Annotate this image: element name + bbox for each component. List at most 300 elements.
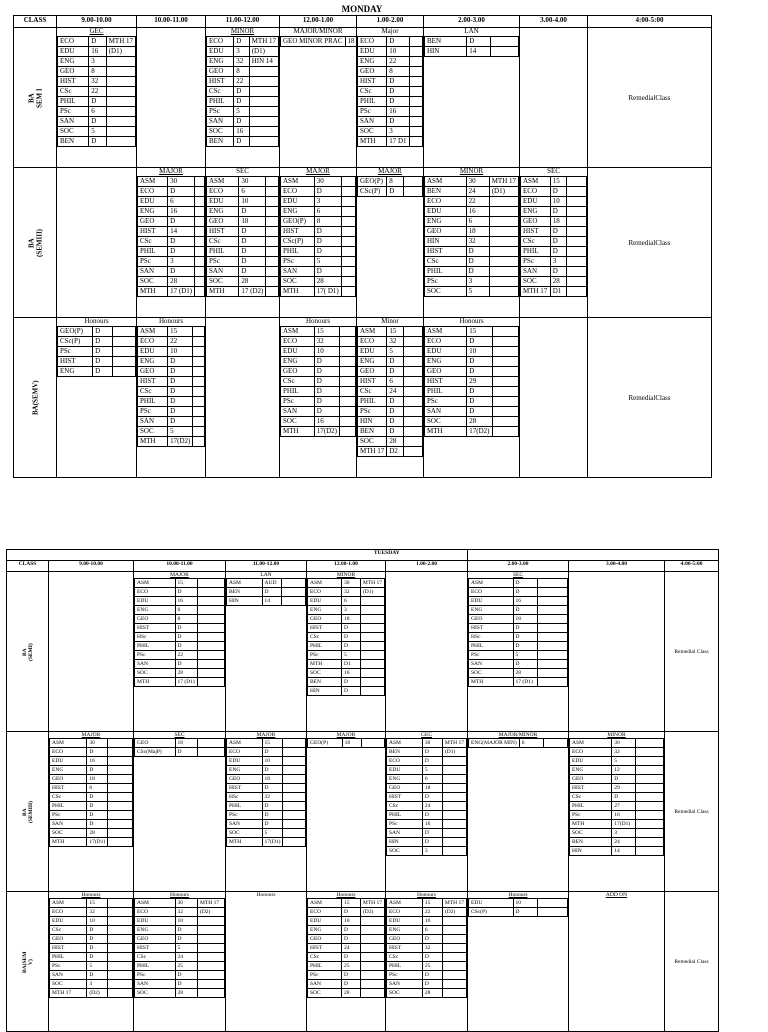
subject-entry bbox=[308, 597, 385, 606]
extra-note bbox=[538, 660, 568, 669]
extra-note bbox=[339, 346, 355, 356]
paper-type-label: MAJOR bbox=[81, 732, 101, 738]
extra-note bbox=[442, 766, 466, 775]
subject-room-list bbox=[357, 176, 423, 197]
subject-entry bbox=[58, 66, 136, 76]
subject-code: GEO MINOR PRAC bbox=[281, 36, 346, 46]
extra-note bbox=[403, 346, 422, 356]
room-number: D bbox=[93, 336, 113, 346]
subject-code: ENG bbox=[387, 775, 423, 784]
room-number: D bbox=[466, 246, 489, 256]
room-number: D bbox=[341, 624, 360, 633]
extra-note bbox=[489, 236, 518, 246]
room-number: D bbox=[262, 820, 283, 829]
paper-type-label: MINOR bbox=[336, 572, 356, 578]
subject-entry bbox=[358, 346, 423, 356]
subject-entry bbox=[469, 624, 568, 633]
subject-code: ASM bbox=[281, 176, 315, 186]
subject-code: ECO bbox=[138, 186, 168, 196]
extra-note bbox=[403, 396, 422, 406]
monday-header-row bbox=[14, 16, 712, 28]
room-number: D bbox=[168, 386, 193, 396]
paper-type-label: SEC bbox=[547, 167, 560, 175]
room-number: D bbox=[168, 376, 193, 386]
subject-code: PHIL bbox=[135, 962, 176, 971]
subject-entry bbox=[135, 971, 225, 980]
room-number: (D2) bbox=[87, 989, 108, 998]
room-number: D bbox=[175, 624, 198, 633]
extra-note bbox=[112, 356, 135, 366]
extra-note bbox=[108, 926, 133, 935]
remedial-class-cell: RemedialClass bbox=[588, 318, 712, 478]
subject-entry bbox=[387, 899, 467, 908]
subject-code: SAN bbox=[281, 266, 315, 276]
extra-note bbox=[193, 336, 205, 346]
room-number: D bbox=[175, 935, 198, 944]
subject-code: ECO bbox=[425, 196, 467, 206]
subject-entry bbox=[308, 687, 385, 696]
extra-note bbox=[339, 406, 355, 416]
subject-room-list bbox=[520, 176, 587, 297]
room-number: D bbox=[466, 256, 489, 266]
subject-code: MTH 17 bbox=[521, 286, 551, 296]
extra-note bbox=[360, 917, 384, 926]
subject-entry bbox=[227, 802, 306, 811]
subject-entry bbox=[50, 775, 133, 784]
class-label: BA(SEMV) bbox=[14, 318, 57, 478]
subject-code: HIST bbox=[469, 624, 514, 633]
room-number: 27 bbox=[612, 802, 636, 811]
subject-room-list bbox=[357, 36, 423, 147]
extra-note bbox=[339, 386, 355, 396]
extra-note bbox=[403, 386, 422, 396]
extra-note bbox=[249, 106, 278, 116]
extra-note: HIN 14 bbox=[249, 56, 278, 66]
subject-code: HIST bbox=[358, 76, 387, 86]
subject-entry bbox=[425, 196, 519, 206]
subject-code: ENG bbox=[308, 926, 342, 935]
room-number: D bbox=[467, 396, 492, 406]
paper-type-label: MINOR bbox=[459, 167, 484, 175]
subject-entry bbox=[50, 838, 133, 847]
period-cell bbox=[520, 168, 588, 318]
subject-room-list bbox=[424, 176, 519, 297]
subject-code: ECO bbox=[425, 336, 467, 346]
extra-note bbox=[198, 633, 225, 642]
extra-note bbox=[339, 366, 355, 376]
extra-note bbox=[567, 276, 587, 286]
subject-entry bbox=[425, 36, 519, 46]
subject-code: ENG bbox=[358, 56, 387, 66]
subject-entry bbox=[135, 579, 225, 588]
room-number: 5 bbox=[262, 829, 283, 838]
room-number: D bbox=[612, 775, 636, 784]
extra-note bbox=[360, 624, 384, 633]
subject-code: GEO bbox=[207, 216, 239, 226]
subject-entry bbox=[425, 256, 519, 266]
room-number: D bbox=[87, 944, 108, 953]
extra-note bbox=[489, 206, 518, 216]
subject-code: ASM bbox=[570, 739, 612, 748]
room-number: 15 bbox=[175, 579, 198, 588]
extra-note bbox=[283, 748, 306, 757]
subject-code: BEN bbox=[308, 678, 342, 687]
extra-note bbox=[360, 669, 384, 678]
subject-code: EDU bbox=[207, 196, 239, 206]
subject-room-list bbox=[49, 898, 133, 998]
subject-entry bbox=[135, 908, 225, 917]
subject-code: EDU bbox=[281, 196, 315, 206]
room-number: 17(D1) bbox=[262, 838, 283, 847]
extra-note bbox=[108, 802, 133, 811]
extra-note bbox=[409, 136, 422, 146]
extra-note bbox=[198, 642, 225, 651]
subject-entry bbox=[387, 908, 467, 917]
room-number: D bbox=[550, 226, 567, 236]
subject-entry bbox=[135, 651, 225, 660]
subject-code: ASM bbox=[469, 579, 514, 588]
time-slot-header: 9.00-10.00 bbox=[49, 561, 134, 572]
room-number: 17 (D2) bbox=[239, 286, 266, 296]
room-number: D bbox=[168, 186, 195, 196]
subject-entry bbox=[387, 829, 467, 838]
subject-code: BEN bbox=[207, 136, 234, 146]
room-number: 28 bbox=[467, 416, 492, 426]
subject-room-list bbox=[49, 738, 133, 847]
room-number: D bbox=[387, 76, 409, 86]
room-number: 32 bbox=[612, 748, 636, 757]
extra-note bbox=[198, 739, 225, 748]
extra-note bbox=[283, 775, 306, 784]
subject-code: PSc bbox=[570, 811, 612, 820]
subject-code: HIST bbox=[521, 226, 551, 236]
subject-room-list bbox=[307, 898, 385, 998]
period-cell bbox=[280, 168, 357, 318]
class-column-header: CLASS bbox=[7, 561, 49, 572]
extra-note bbox=[198, 606, 225, 615]
room-number: D bbox=[168, 356, 193, 366]
extra-note bbox=[339, 426, 355, 436]
subject-code: CSc bbox=[50, 926, 87, 935]
subject-entry bbox=[135, 748, 225, 757]
subject-code: PHIL bbox=[358, 96, 387, 106]
subject-code: HIST bbox=[387, 793, 423, 802]
room-number: 18 bbox=[342, 739, 361, 748]
room-number: 5 bbox=[422, 766, 442, 775]
subject-entry bbox=[358, 356, 423, 366]
subject-code: ECO bbox=[227, 748, 263, 757]
room-number: D bbox=[513, 908, 538, 917]
subject-code: MTH bbox=[425, 426, 467, 436]
extra-note bbox=[106, 66, 135, 76]
subject-code: PSc bbox=[281, 396, 315, 406]
time-slot-header: 2.00-3.00 bbox=[468, 561, 569, 572]
subject-entry bbox=[308, 606, 385, 615]
subject-entry bbox=[50, 802, 133, 811]
room-number: D bbox=[168, 396, 193, 406]
extra-note bbox=[409, 66, 422, 76]
subject-code: ENG bbox=[138, 356, 168, 366]
extra-note bbox=[538, 579, 568, 588]
subject-entry bbox=[425, 396, 519, 406]
subject-code: ASM bbox=[281, 326, 315, 336]
subject-code: CSc bbox=[138, 386, 168, 396]
room-number: 16 bbox=[89, 46, 107, 56]
room-number: 22 bbox=[168, 336, 193, 346]
period-cell bbox=[137, 28, 206, 168]
subject-entry bbox=[138, 186, 205, 196]
room-number: D bbox=[87, 935, 108, 944]
subject-entry bbox=[138, 276, 205, 286]
extra-note bbox=[108, 766, 133, 775]
subject-entry bbox=[358, 396, 423, 406]
subject-code: PHIL bbox=[281, 246, 315, 256]
subject-entry bbox=[281, 396, 356, 406]
room-number: D bbox=[234, 36, 249, 46]
extra-note bbox=[108, 917, 133, 926]
extra-note bbox=[361, 739, 384, 748]
room-number: 12 bbox=[612, 766, 636, 775]
subject-code: ASM bbox=[50, 899, 87, 908]
subject-entry bbox=[135, 633, 225, 642]
subject-code: EDU bbox=[387, 917, 423, 926]
extra-note bbox=[492, 346, 518, 356]
room-number: D bbox=[262, 784, 283, 793]
class-label: BA (SEMIII) bbox=[14, 168, 57, 318]
room-number: D bbox=[387, 186, 403, 196]
subject-entry bbox=[387, 757, 467, 766]
subject-code: GEO bbox=[138, 216, 168, 226]
room-number: D bbox=[89, 136, 107, 146]
subject-code: ASM bbox=[207, 176, 239, 186]
subject-entry bbox=[308, 624, 385, 633]
room-number: 3 bbox=[612, 829, 636, 838]
room-number: 10 bbox=[262, 757, 283, 766]
room-number: 28 bbox=[175, 669, 198, 678]
room-number: D bbox=[513, 633, 538, 642]
extra-note bbox=[112, 346, 135, 356]
class-row bbox=[7, 732, 719, 892]
subject-code: ASM bbox=[521, 176, 551, 186]
subject-code: PSc bbox=[135, 971, 176, 980]
extra-note bbox=[283, 820, 306, 829]
extra-note: (D2) bbox=[198, 908, 225, 917]
room-number: D bbox=[168, 416, 193, 426]
room-number: D bbox=[467, 366, 492, 376]
room-number: D bbox=[422, 838, 442, 847]
paper-type-label: Honours bbox=[417, 892, 436, 898]
extra-note: MTH 17 bbox=[360, 899, 384, 908]
extra-note bbox=[409, 56, 422, 66]
room-number: D bbox=[239, 266, 266, 276]
subject-code: PSc bbox=[358, 406, 387, 416]
extra-note bbox=[409, 116, 422, 126]
subject-entry bbox=[425, 186, 519, 196]
subject-code: ASM bbox=[227, 579, 263, 588]
subject-entry bbox=[138, 246, 205, 256]
subject-code: EDU bbox=[358, 346, 387, 356]
extra-note bbox=[108, 811, 133, 820]
subject-entry bbox=[58, 346, 136, 356]
extra-note bbox=[360, 678, 384, 687]
extra-note bbox=[403, 336, 422, 346]
paper-type-label: MINOR bbox=[230, 27, 255, 35]
room-number: D bbox=[467, 406, 492, 416]
extra-note bbox=[198, 944, 225, 953]
time-slot-header: 12.00-1.00 bbox=[307, 561, 386, 572]
room-number: D bbox=[341, 642, 360, 651]
room-number: 16 bbox=[168, 206, 195, 216]
paper-type-label: MINOR bbox=[607, 732, 626, 738]
extra-note bbox=[266, 236, 279, 246]
subject-code: PSc bbox=[227, 811, 263, 820]
room-number: 18 bbox=[87, 775, 108, 784]
room-number: D bbox=[175, 980, 198, 989]
subject-code: GEO bbox=[135, 615, 176, 624]
extra-note bbox=[193, 406, 205, 416]
extra-note bbox=[490, 46, 518, 56]
room-number: D bbox=[550, 246, 567, 256]
extra-note bbox=[108, 899, 133, 908]
extra-note: (D2) bbox=[442, 908, 466, 917]
subject-code: PHIL bbox=[387, 811, 423, 820]
subject-code: SOC bbox=[227, 829, 263, 838]
subject-entry bbox=[207, 36, 279, 46]
extra-note bbox=[403, 416, 422, 426]
extra-note: (D1) bbox=[360, 588, 384, 597]
room-number: 28 bbox=[550, 276, 567, 286]
room-number: 30 bbox=[87, 739, 108, 748]
extra-note bbox=[360, 962, 384, 971]
subject-code: GEO bbox=[570, 775, 612, 784]
subject-entry bbox=[58, 366, 136, 376]
subject-entry bbox=[138, 366, 205, 376]
subject-code: GEO(P) bbox=[58, 326, 93, 336]
extra-note bbox=[283, 784, 306, 793]
period-cell bbox=[386, 892, 468, 1032]
subject-code: ECO bbox=[135, 588, 176, 597]
subject-entry bbox=[469, 642, 568, 651]
room-number: 10 bbox=[467, 346, 492, 356]
room-number: 16 bbox=[387, 106, 409, 116]
room-number: D bbox=[89, 96, 107, 106]
room-number: D bbox=[87, 820, 108, 829]
subject-code: HIN bbox=[425, 236, 467, 246]
paper-type-label: MAJOR bbox=[256, 732, 276, 738]
room-number: 32 bbox=[387, 336, 403, 346]
subject-code: PHIL bbox=[50, 953, 87, 962]
subject-entry bbox=[425, 426, 519, 436]
subject-code: HIST bbox=[308, 624, 342, 633]
subject-entry bbox=[358, 336, 423, 346]
room-number: D bbox=[387, 86, 409, 96]
extra-note bbox=[538, 597, 568, 606]
subject-room-list bbox=[424, 36, 519, 57]
extra-note bbox=[193, 396, 205, 406]
subject-code: EDU bbox=[135, 917, 176, 926]
room-number: 5 bbox=[168, 426, 193, 436]
paper-type-label: LAN bbox=[464, 27, 479, 35]
extra-note bbox=[442, 793, 466, 802]
extra-note bbox=[266, 286, 279, 296]
subject-entry bbox=[570, 784, 664, 793]
subject-code: HIST bbox=[425, 246, 467, 256]
room-number: D bbox=[422, 953, 442, 962]
subject-code: ENG bbox=[281, 206, 315, 216]
subject-entry bbox=[138, 376, 205, 386]
subject-code: ECO bbox=[570, 748, 612, 757]
room-number: 18 bbox=[262, 775, 283, 784]
room-number: 18 bbox=[345, 36, 356, 46]
subject-code: GEO bbox=[308, 935, 342, 944]
subject-entry bbox=[570, 766, 664, 775]
room-number: D bbox=[387, 116, 409, 126]
extra-note bbox=[108, 829, 133, 838]
subject-entry bbox=[358, 46, 423, 56]
subject-code: PSc bbox=[469, 651, 514, 660]
subject-entry bbox=[207, 286, 279, 296]
room-number: D bbox=[550, 266, 567, 276]
extra-note bbox=[339, 376, 355, 386]
paper-type-label: Honours bbox=[508, 892, 528, 898]
subject-entry bbox=[358, 116, 423, 126]
subject-code: ENG bbox=[207, 56, 234, 66]
extra-note bbox=[567, 256, 587, 266]
room-number: 24 bbox=[466, 186, 489, 196]
extra-note bbox=[195, 176, 205, 186]
extra-note bbox=[108, 793, 133, 802]
subject-room-list bbox=[307, 738, 385, 748]
room-number: D bbox=[168, 366, 193, 376]
extra-note bbox=[195, 276, 205, 286]
subject-code: SAN bbox=[207, 266, 239, 276]
subject-entry bbox=[50, 971, 133, 980]
subject-entry bbox=[521, 186, 587, 196]
subject-entry bbox=[58, 96, 136, 106]
extra-note bbox=[266, 206, 279, 216]
extra-note bbox=[112, 336, 135, 346]
room-number: D bbox=[175, 642, 198, 651]
room-number: 28 bbox=[314, 276, 341, 286]
extra-note bbox=[266, 176, 279, 186]
monday-title: MONDAY bbox=[341, 4, 383, 14]
subject-code: ECO bbox=[358, 36, 387, 46]
room-number: 28 bbox=[87, 829, 108, 838]
room-number: 28 bbox=[175, 989, 198, 998]
subject-entry bbox=[387, 989, 467, 998]
subject-code: CSc bbox=[387, 802, 423, 811]
room-number: 17(D1) bbox=[612, 820, 636, 829]
time-slot-header: 10.00-11.00 bbox=[137, 16, 206, 28]
extra-note bbox=[442, 980, 466, 989]
room-number: 3 bbox=[234, 46, 249, 56]
subject-entry bbox=[227, 597, 306, 606]
subject-code: PSc bbox=[387, 820, 423, 829]
room-number: 22 bbox=[422, 908, 442, 917]
subject-entry bbox=[138, 286, 205, 296]
subject-code: PHIL bbox=[469, 642, 514, 651]
extra-note: (D1) bbox=[442, 748, 466, 757]
extra-note bbox=[195, 236, 205, 246]
subject-code: PSc bbox=[58, 106, 89, 116]
subject-entry bbox=[58, 36, 136, 46]
subject-code: PSc bbox=[308, 651, 342, 660]
extra-note bbox=[195, 196, 205, 206]
subject-entry bbox=[387, 793, 467, 802]
subject-entry bbox=[521, 286, 587, 296]
extra-note bbox=[538, 588, 568, 597]
extra-note bbox=[339, 326, 355, 336]
